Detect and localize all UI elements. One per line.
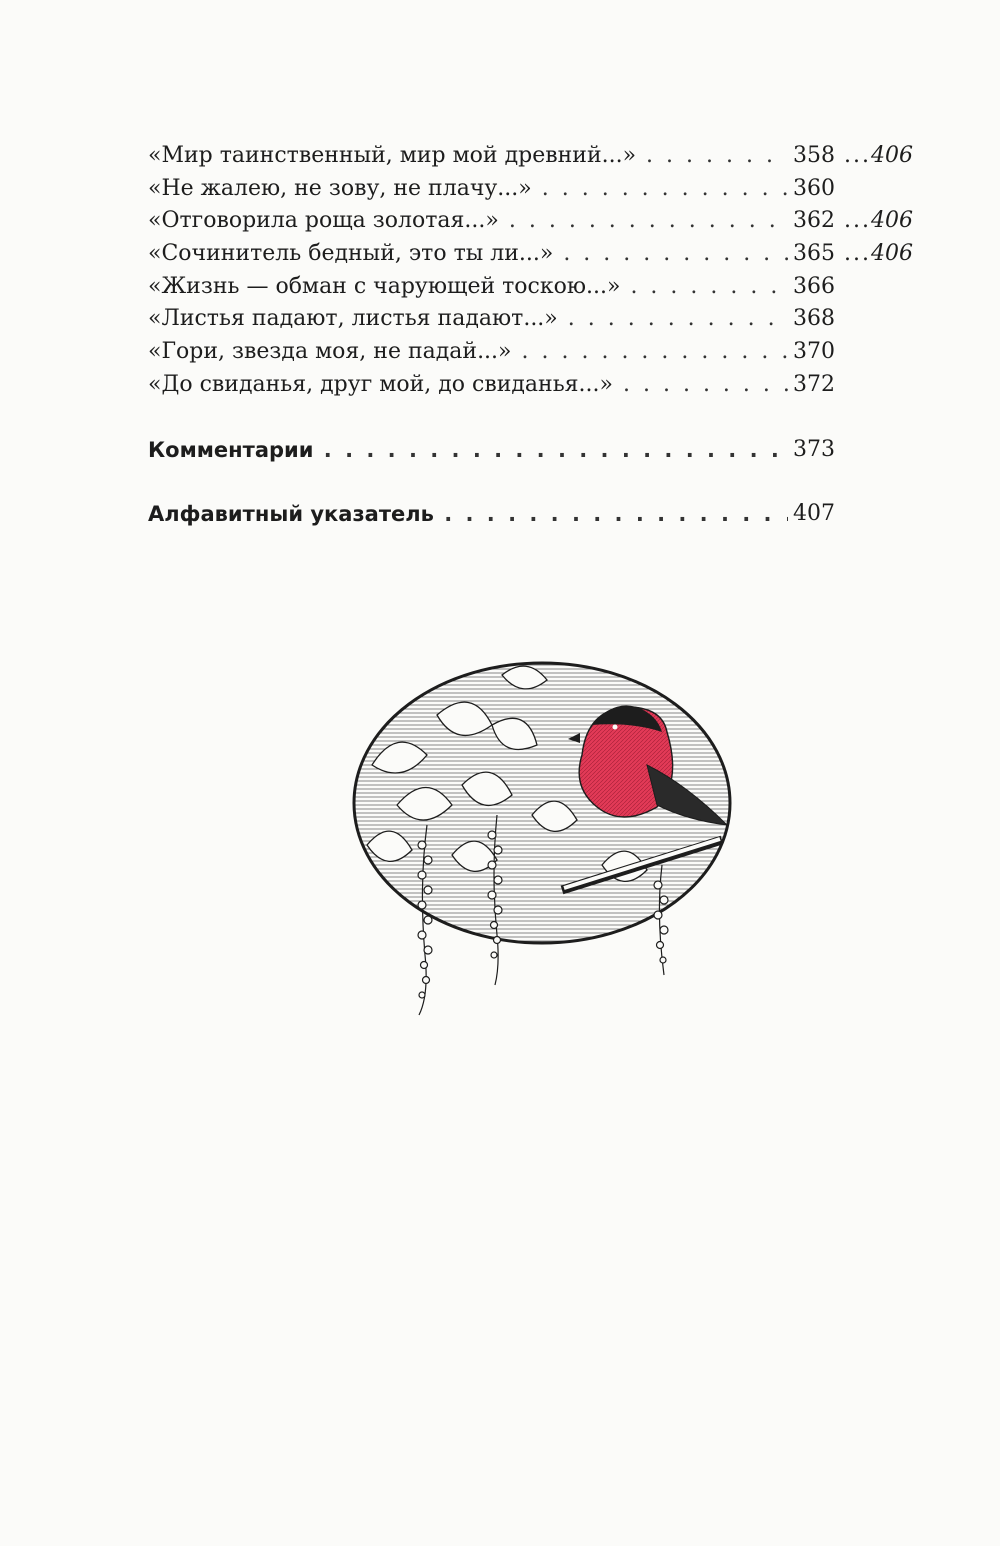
toc-entry-comment-ref: ...406 xyxy=(844,208,913,234)
toc-entry-page: 366 xyxy=(793,273,835,299)
toc-entry-page: 358 xyxy=(793,143,835,168)
toc-entry-title: «Жизнь — обман с чарующей тоскою...» . . . xyxy=(148,271,788,304)
toc-entry[interactable] xyxy=(148,205,948,238)
toc-entry[interactable] xyxy=(148,369,948,402)
toc-entry-page: 372 xyxy=(793,371,835,397)
toc-entry-page: 360 xyxy=(793,175,835,201)
toc-entry-title: «Мир таинственный, мир мой древний...» . . . xyxy=(148,140,788,173)
toc-section-page: 407 xyxy=(793,501,835,527)
toc-entry[interactable] xyxy=(148,303,948,336)
toc-entry-title: «Листья падают, листья падают...» . . . xyxy=(148,303,788,336)
toc-entry-page: 365 xyxy=(793,241,835,267)
bullfinch-illustration-icon xyxy=(352,655,737,1025)
toc-section-page: 373 xyxy=(793,436,835,462)
toc-entry-page: 362 xyxy=(793,208,835,234)
toc-entry-title: «Сочинитель бедный, это ты ли...» . . . xyxy=(148,238,788,271)
toc-entry-comment-page: 406 xyxy=(870,143,913,168)
toc-entry[interactable] xyxy=(148,238,948,271)
toc-entry-page: 370 xyxy=(793,339,835,365)
toc-entry-title: «Отговорила роща золотая...» . . . xyxy=(148,205,788,238)
toc-section-title: Комментарии . . . xyxy=(148,434,788,467)
toc-entry-comment-ref: ...406 xyxy=(844,241,913,267)
toc-entry[interactable] xyxy=(148,336,948,369)
toc-entry[interactable] xyxy=(148,173,948,206)
toc-entry-comment-page: 406 xyxy=(870,241,913,267)
toc-entry-comment-page: 406 xyxy=(870,208,913,234)
toc-entry-page: 368 xyxy=(793,306,835,332)
toc-section-index[interactable] xyxy=(148,498,948,531)
toc-entry-comment-ref: ...406 xyxy=(844,143,913,168)
toc-section-title: Алфавитный указатель . . . xyxy=(148,498,788,531)
toc-section-comments[interactable] xyxy=(148,434,948,467)
table-of-contents xyxy=(148,140,948,531)
toc-entry-title: «Не жалею, не зову, не плачу...» . . . xyxy=(148,173,788,206)
toc-entry[interactable] xyxy=(148,271,948,304)
toc-entry-title: «До свиданья, друг мой, до свиданья...» . . . xyxy=(148,369,788,402)
toc-entry-title: «Гори, звезда моя, не падай...» . . . xyxy=(148,336,788,369)
toc-entry[interactable] xyxy=(148,140,948,173)
